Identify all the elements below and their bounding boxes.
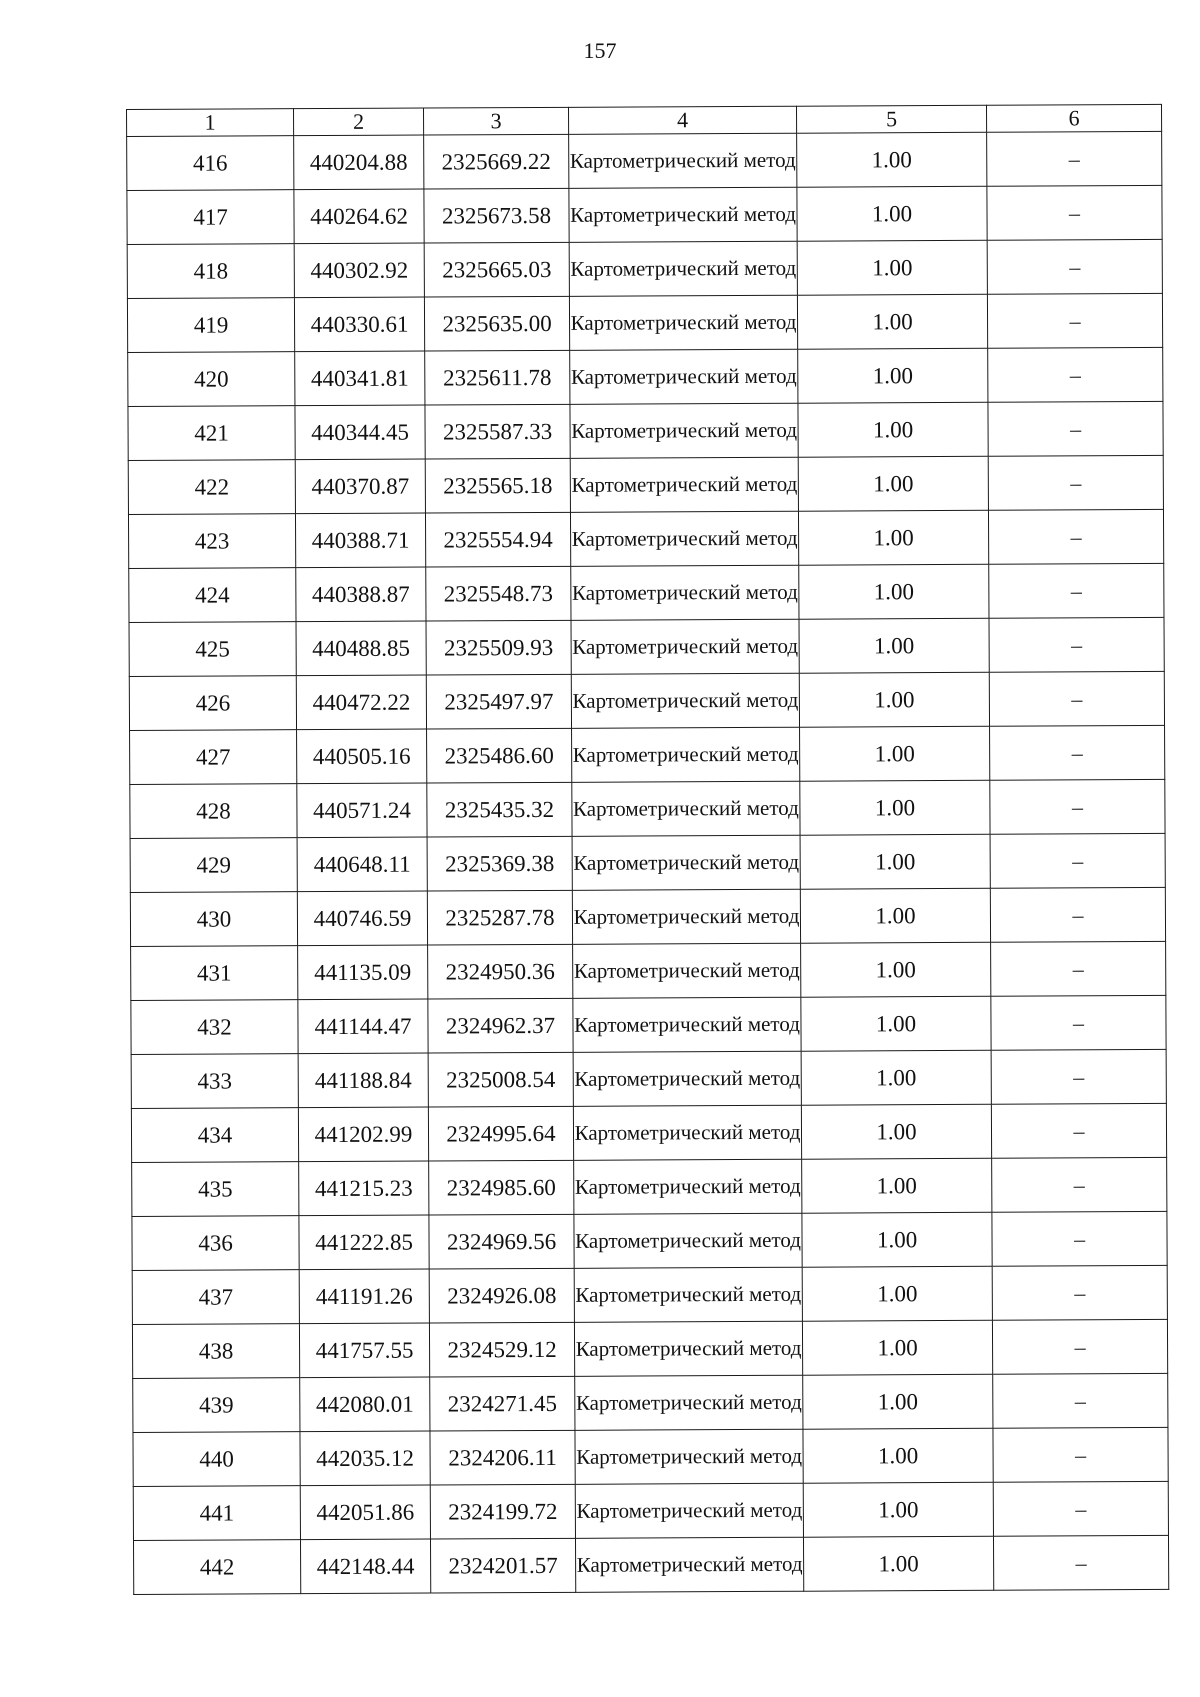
table-row — [131, 941, 1166, 1000]
method-cell: Картометрический метод — [575, 1375, 803, 1430]
y-coordinate-cell: 2324201.57 — [430, 1538, 575, 1593]
point-number-cell: 429 — [130, 838, 297, 893]
x-coordinate-cell: 440204.88 — [294, 135, 424, 190]
table-row — [128, 401, 1163, 460]
accuracy-cell: 1.00 — [798, 402, 988, 457]
method-cell: Картометрический метод — [575, 1429, 803, 1484]
note-cell: – — [988, 401, 1163, 456]
point-number-cell: 430 — [130, 892, 297, 947]
table-row — [127, 185, 1162, 244]
y-coordinate-cell: 2325435.32 — [427, 782, 572, 837]
y-coordinate-cell: 2325665.03 — [424, 242, 569, 297]
note-cell: – — [991, 1049, 1166, 1104]
accuracy-cell: 1.00 — [801, 942, 991, 997]
y-coordinate-cell: 2324969.56 — [429, 1214, 574, 1269]
point-number-cell: 424 — [129, 568, 296, 623]
note-cell: – — [988, 455, 1163, 510]
accuracy-cell: 1.00 — [802, 1212, 992, 1267]
y-coordinate-cell: 2325369.38 — [427, 836, 572, 891]
x-coordinate-cell: 441188.84 — [298, 1053, 428, 1108]
note-cell: – — [993, 1427, 1168, 1482]
note-cell: – — [987, 131, 1162, 186]
x-coordinate-cell: 440388.71 — [295, 513, 425, 568]
note-cell: – — [988, 509, 1163, 564]
accuracy-cell: 1.00 — [798, 456, 988, 511]
table-row — [127, 131, 1162, 190]
note-cell: – — [992, 1265, 1167, 1320]
x-coordinate-cell: 441202.99 — [298, 1107, 428, 1162]
point-number-cell: 420 — [128, 352, 295, 407]
table-row — [130, 779, 1165, 838]
point-number-cell: 436 — [132, 1216, 299, 1271]
page-number: 157 — [583, 38, 617, 63]
y-coordinate-cell: 2325486.60 — [427, 728, 572, 783]
method-cell: Картометрический метод — [574, 1213, 802, 1268]
x-coordinate-cell: 440746.59 — [297, 891, 427, 946]
point-number-cell: 440 — [133, 1432, 300, 1487]
method-cell: Картометрический метод — [572, 781, 800, 836]
x-coordinate-cell: 440302.92 — [294, 243, 424, 298]
table-row — [130, 887, 1165, 946]
x-coordinate-cell: 440571.24 — [297, 783, 427, 838]
point-number-cell: 439 — [133, 1378, 300, 1433]
method-cell: Картометрический метод — [572, 889, 800, 944]
x-coordinate-cell: 440264.62 — [294, 189, 424, 244]
table-row — [127, 239, 1162, 298]
method-cell: Картометрический метод — [573, 1105, 801, 1160]
x-coordinate-cell: 440330.61 — [294, 297, 424, 352]
method-cell: Картометрический метод — [573, 943, 801, 998]
note-cell: – — [992, 1157, 1167, 1212]
point-number-cell: 417 — [127, 190, 294, 245]
accuracy-cell: 1.00 — [801, 1050, 991, 1105]
method-cell: Картометрический метод — [572, 835, 800, 890]
point-number-cell: 418 — [127, 244, 294, 299]
note-cell: – — [990, 779, 1165, 834]
method-cell: Картометрический метод — [570, 511, 798, 566]
accuracy-cell: 1.00 — [801, 996, 991, 1051]
accuracy-cell: 1.00 — [798, 348, 988, 403]
y-coordinate-cell: 2324962.37 — [428, 998, 573, 1053]
table-row — [129, 563, 1164, 622]
point-number-cell: 434 — [131, 1108, 298, 1163]
header-cell: 3 — [423, 107, 568, 135]
accuracy-cell: 1.00 — [803, 1536, 993, 1591]
method-cell: Картометрический метод — [573, 997, 801, 1052]
accuracy-cell: 1.00 — [799, 564, 989, 619]
method-cell: Картометрический метод — [573, 1051, 801, 1106]
accuracy-cell: 1.00 — [799, 672, 989, 727]
accuracy-cell: 1.00 — [800, 726, 990, 781]
x-coordinate-cell: 442035.12 — [300, 1431, 430, 1486]
accuracy-cell: 1.00 — [802, 1158, 992, 1213]
accuracy-cell: 1.00 — [803, 1482, 993, 1537]
accuracy-cell: 1.00 — [802, 1266, 992, 1321]
header-cell: 4 — [568, 106, 796, 134]
x-coordinate-cell: 441757.55 — [299, 1323, 429, 1378]
accuracy-cell: 1.00 — [802, 1320, 992, 1375]
point-number-cell: 432 — [131, 1000, 298, 1055]
header-cell: 1 — [127, 109, 294, 137]
accuracy-cell: 1.00 — [800, 780, 990, 835]
table-row — [128, 455, 1163, 514]
x-coordinate-cell: 440472.22 — [296, 675, 426, 730]
header-cell: 5 — [796, 105, 986, 133]
y-coordinate-cell: 2324206.11 — [430, 1430, 575, 1485]
y-coordinate-cell: 2325287.78 — [427, 890, 572, 945]
method-cell: Картометрический метод — [569, 241, 797, 296]
method-cell: Картометрический метод — [575, 1537, 803, 1592]
method-cell: Картометрический метод — [571, 619, 799, 674]
table-row — [127, 293, 1162, 352]
method-cell: Картометрический метод — [571, 565, 799, 620]
header-cell: 2 — [294, 108, 424, 136]
table-row — [132, 1211, 1167, 1270]
table-row — [132, 1265, 1167, 1324]
y-coordinate-cell: 2324926.08 — [429, 1268, 574, 1323]
note-cell: – — [991, 941, 1166, 996]
note-cell: – — [989, 617, 1164, 672]
method-cell: Картометрический метод — [570, 457, 798, 512]
x-coordinate-cell: 440388.87 — [296, 567, 426, 622]
y-coordinate-cell: 2324985.60 — [429, 1160, 574, 1215]
accuracy-cell: 1.00 — [797, 132, 987, 187]
y-coordinate-cell: 2325565.18 — [425, 458, 570, 513]
method-cell: Картометрический метод — [572, 727, 800, 782]
method-cell: Картометрический метод — [569, 133, 797, 188]
method-cell: Картометрический метод — [575, 1483, 803, 1538]
table-row — [131, 1049, 1166, 1108]
accuracy-cell: 1.00 — [803, 1428, 993, 1483]
y-coordinate-cell: 2325669.22 — [424, 134, 569, 189]
note-cell: – — [987, 185, 1162, 240]
point-number-cell: 427 — [130, 730, 297, 785]
method-cell: Картометрический метод — [571, 673, 799, 728]
header-cell: 6 — [986, 104, 1161, 132]
accuracy-cell: 1.00 — [797, 186, 987, 241]
method-cell: Картометрический метод — [574, 1159, 802, 1214]
y-coordinate-cell: 2325509.93 — [426, 620, 571, 675]
method-cell: Картометрический метод — [574, 1321, 802, 1376]
note-cell: – — [993, 1481, 1168, 1536]
table-row — [130, 725, 1165, 784]
point-number-cell: 437 — [132, 1270, 299, 1325]
point-number-cell: 421 — [128, 406, 295, 461]
accuracy-cell: 1.00 — [797, 294, 987, 349]
y-coordinate-cell: 2325635.00 — [424, 296, 569, 351]
method-cell: Картометрический метод — [569, 187, 797, 242]
y-coordinate-cell: 2324529.12 — [429, 1322, 574, 1377]
x-coordinate-cell: 441215.23 — [299, 1161, 429, 1216]
x-coordinate-cell: 441135.09 — [298, 945, 428, 1000]
table-row — [132, 1157, 1167, 1216]
point-number-cell: 416 — [127, 136, 294, 191]
point-number-cell: 419 — [127, 298, 294, 353]
y-coordinate-cell: 2325008.54 — [428, 1052, 573, 1107]
x-coordinate-cell: 440505.16 — [297, 729, 427, 784]
note-cell: – — [991, 995, 1166, 1050]
point-number-cell: 438 — [132, 1324, 299, 1379]
y-coordinate-cell: 2325673.58 — [424, 188, 569, 243]
point-number-cell: 428 — [130, 784, 297, 839]
accuracy-cell: 1.00 — [801, 1104, 991, 1159]
y-coordinate-cell: 2325611.78 — [425, 350, 570, 405]
point-number-cell: 442 — [133, 1540, 300, 1595]
table-row — [131, 1103, 1166, 1162]
note-cell: – — [988, 347, 1163, 402]
note-cell: – — [991, 1103, 1166, 1158]
method-cell: Картометрический метод — [570, 403, 798, 458]
y-coordinate-cell: 2324995.64 — [428, 1106, 573, 1161]
note-cell: – — [987, 293, 1162, 348]
point-number-cell: 422 — [128, 460, 295, 515]
x-coordinate-cell: 442148.44 — [300, 1539, 430, 1594]
table-row — [133, 1373, 1168, 1432]
method-cell: Картометрический метод — [570, 349, 798, 404]
x-coordinate-cell: 440648.11 — [297, 837, 427, 892]
note-cell: – — [990, 887, 1165, 942]
point-number-cell: 423 — [128, 514, 295, 569]
y-coordinate-cell: 2324271.45 — [430, 1376, 575, 1431]
point-number-cell: 425 — [129, 622, 296, 677]
x-coordinate-cell: 440344.45 — [295, 405, 425, 460]
note-cell: – — [993, 1373, 1168, 1428]
y-coordinate-cell: 2325497.97 — [426, 674, 571, 729]
point-number-cell: 431 — [131, 946, 298, 1001]
table-row — [128, 509, 1163, 568]
accuracy-cell: 1.00 — [799, 618, 989, 673]
point-number-cell: 433 — [131, 1054, 298, 1109]
accuracy-cell: 1.00 — [803, 1374, 993, 1429]
y-coordinate-cell: 2325587.33 — [425, 404, 570, 459]
accuracy-cell: 1.00 — [800, 888, 990, 943]
table-row — [131, 995, 1166, 1054]
accuracy-cell: 1.00 — [798, 510, 988, 565]
x-coordinate-cell: 440370.87 — [295, 459, 425, 514]
table-row — [133, 1427, 1168, 1486]
table-row — [130, 833, 1165, 892]
coordinates-table — [126, 104, 1169, 1595]
x-coordinate-cell: 440341.81 — [295, 351, 425, 406]
note-cell: – — [987, 239, 1162, 294]
table-row — [129, 671, 1164, 730]
y-coordinate-cell: 2324950.36 — [428, 944, 573, 999]
note-cell: – — [990, 725, 1165, 780]
x-coordinate-cell: 441191.26 — [299, 1269, 429, 1324]
note-cell: – — [989, 563, 1164, 618]
x-coordinate-cell: 441144.47 — [298, 999, 428, 1054]
note-cell: – — [990, 833, 1165, 888]
accuracy-cell: 1.00 — [797, 240, 987, 295]
note-cell: – — [992, 1211, 1167, 1266]
table-row — [133, 1481, 1168, 1540]
point-number-cell: 435 — [132, 1162, 299, 1217]
y-coordinate-cell: 2324199.72 — [430, 1484, 575, 1539]
method-cell: Картометрический метод — [574, 1267, 802, 1322]
accuracy-cell: 1.00 — [800, 834, 990, 889]
x-coordinate-cell: 440488.85 — [296, 621, 426, 676]
table-row — [133, 1535, 1168, 1594]
point-number-cell: 441 — [133, 1486, 300, 1541]
note-cell: – — [993, 1535, 1168, 1590]
table-row — [129, 617, 1164, 676]
table-row — [128, 347, 1163, 406]
note-cell: – — [989, 671, 1164, 726]
x-coordinate-cell: 441222.85 — [299, 1215, 429, 1270]
table-row — [132, 1319, 1167, 1378]
point-number-cell: 426 — [129, 676, 296, 731]
x-coordinate-cell: 442080.01 — [300, 1377, 430, 1432]
note-cell: – — [992, 1319, 1167, 1374]
y-coordinate-cell: 2325554.94 — [425, 512, 570, 567]
x-coordinate-cell: 442051.86 — [300, 1485, 430, 1540]
y-coordinate-cell: 2325548.73 — [426, 566, 571, 621]
table-body — [127, 131, 1169, 1594]
method-cell: Картометрический метод — [569, 295, 797, 350]
